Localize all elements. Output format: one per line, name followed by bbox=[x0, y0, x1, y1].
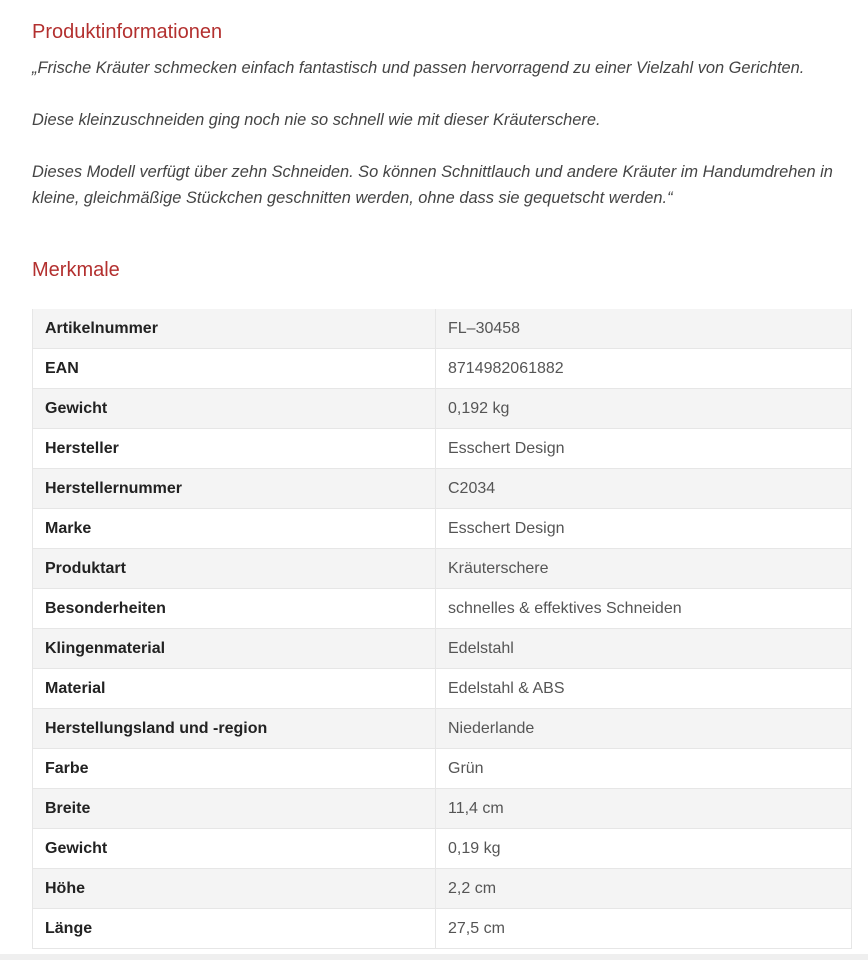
feature-value: C2034 bbox=[436, 469, 852, 509]
table-row bbox=[33, 549, 852, 589]
feature-value: schnelles & effektives Schneiden bbox=[436, 589, 852, 629]
table-row bbox=[33, 429, 852, 469]
feature-value: 11,4 cm bbox=[436, 789, 852, 829]
feature-value: Edelstahl bbox=[436, 629, 852, 669]
feature-key: Hersteller bbox=[33, 429, 436, 469]
table-row bbox=[33, 709, 852, 749]
feature-key: Herstellernummer bbox=[33, 469, 436, 509]
table-row bbox=[33, 309, 852, 349]
features-table bbox=[32, 309, 852, 949]
table-row bbox=[33, 509, 852, 549]
feature-key: Klingenmaterial bbox=[33, 629, 436, 669]
table-row bbox=[33, 349, 852, 389]
table-row bbox=[33, 669, 852, 709]
table-row bbox=[33, 749, 852, 789]
feature-value: 27,5 cm bbox=[436, 909, 852, 949]
page-bottom-divider bbox=[0, 954, 868, 960]
feature-value: Grün bbox=[436, 749, 852, 789]
feature-value: 0,192 kg bbox=[436, 389, 852, 429]
table-row bbox=[33, 829, 852, 869]
feature-key: EAN bbox=[33, 349, 436, 389]
table-row bbox=[33, 589, 852, 629]
description-paragraph: „Frische Kräuter schmecken einfach fantastisch und passen hervorragend zu einer Vielzahl von Gerichten. bbox=[32, 59, 805, 77]
feature-key: Farbe bbox=[33, 749, 436, 789]
feature-key: Artikelnummer bbox=[33, 309, 436, 349]
feature-key: Gewicht bbox=[33, 829, 436, 869]
feature-value: Kräuterschere bbox=[436, 549, 852, 589]
feature-value: 0,19 kg bbox=[436, 829, 852, 869]
feature-value: FL–30458 bbox=[436, 309, 852, 349]
table-row bbox=[33, 789, 852, 829]
product-description bbox=[32, 55, 862, 237]
feature-value: Niederlande bbox=[436, 709, 852, 749]
table-row bbox=[33, 869, 852, 909]
feature-key: Produktart bbox=[33, 549, 436, 589]
feature-value: 8714982061882 bbox=[436, 349, 852, 389]
feature-value: Edelstahl & ABS bbox=[436, 669, 852, 709]
feature-key: Material bbox=[33, 669, 436, 709]
features-title: Merkmale bbox=[32, 259, 120, 281]
feature-key: Herstellungsland und -region bbox=[33, 709, 436, 749]
table-row bbox=[33, 389, 852, 429]
feature-value: Esschert Design bbox=[436, 509, 852, 549]
feature-key: Höhe bbox=[33, 869, 436, 909]
table-row bbox=[33, 469, 852, 509]
product-info-title: Produktinformationen bbox=[32, 21, 223, 43]
table-row bbox=[33, 909, 852, 949]
feature-value: Esschert Design bbox=[436, 429, 852, 469]
description-paragraph: Dieses Modell verfügt über zehn Schneiden. So können Schnittlauch und andere Kräuter im Handumdrehen in kleine, gleichmäßige Stückchen geschnitten werden, ohne dass sie gequetscht werden.“ bbox=[32, 163, 833, 207]
feature-key: Länge bbox=[33, 909, 436, 949]
feature-key: Gewicht bbox=[33, 389, 436, 429]
feature-key: Marke bbox=[33, 509, 436, 549]
description-paragraph: Diese kleinzuschneiden ging noch nie so schnell wie mit dieser Kräuterschere. bbox=[32, 111, 601, 129]
feature-key: Besonderheiten bbox=[33, 589, 436, 629]
feature-key: Breite bbox=[33, 789, 436, 829]
table-row bbox=[33, 629, 852, 669]
feature-value: 2,2 cm bbox=[436, 869, 852, 909]
